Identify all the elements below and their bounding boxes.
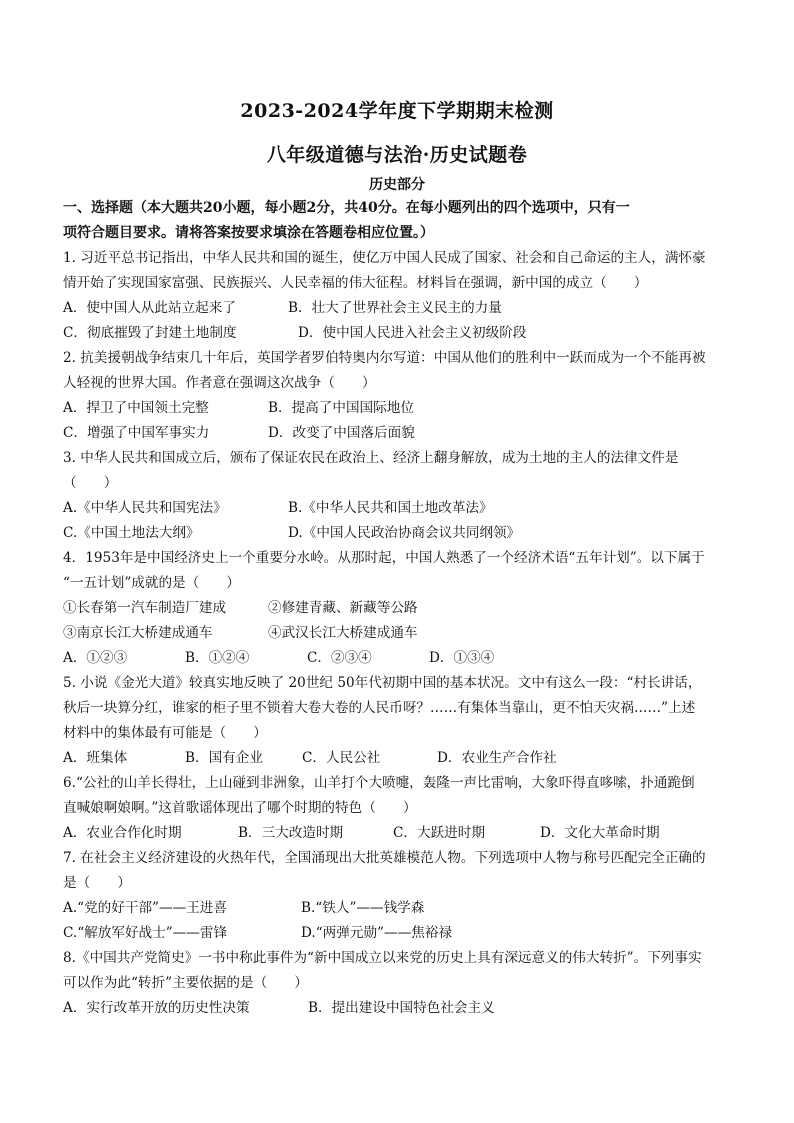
- option-a: A．农业合作化时期: [63, 825, 182, 841]
- question-8: [63, 946, 733, 1021]
- option-row: [63, 821, 733, 846]
- option-d: D．①③④: [429, 650, 495, 666]
- option-row: [63, 746, 733, 771]
- option-d: D．农业生产合作社: [437, 750, 557, 766]
- option-d: D.“两弹元勋”——焦裕禄: [301, 925, 452, 941]
- option-c: C．②③④: [307, 650, 372, 666]
- option-a: A．实行改革开放的历史性决策: [63, 1000, 250, 1016]
- exam-content: [63, 196, 733, 1021]
- option-row: [63, 496, 733, 521]
- option-d: D．使中国人民进入社会主义初级阶段: [298, 325, 527, 341]
- option-row: [63, 646, 733, 671]
- option-b: B．壮大了世界社会主义民主的力量: [288, 300, 502, 316]
- item-row: [63, 621, 733, 646]
- part-heading: 历史部分: [369, 177, 425, 193]
- option-d: D.《中国人民政治协商会议共同纲领》: [288, 525, 521, 541]
- item-1: ①长春第一汽车制造厂建成: [63, 600, 227, 616]
- question-stem-line: “一五计划”成就的是（ ）: [63, 575, 241, 591]
- question-7: [63, 846, 733, 946]
- question-stem-line: 秋后一块算分红，谁家的柜子里不锁着大卷大卷的人民币呀？……有集体当靠山，更不怕天灾祸……”上述: [63, 700, 696, 716]
- option-c: C.“解放军好战士”——雷锋: [63, 925, 228, 941]
- option-b: B．①②④: [185, 650, 250, 666]
- option-a: A．①②③: [63, 650, 128, 666]
- option-row: [63, 421, 733, 446]
- exam-subtitle: 八年级道德与法治·历史试题卷: [266, 144, 528, 166]
- option-row: [63, 896, 733, 921]
- item-2: ②修建青藏、新藏等公路: [268, 600, 418, 616]
- option-row: [63, 321, 733, 346]
- exam-title: 2023-2024学年度下学期期末检测: [240, 100, 554, 122]
- question-stem-line: 人轻视的世界大国。作者意在强调这次战争（ ）: [63, 375, 376, 391]
- option-a: A.《中华人民共和国宪法》: [63, 500, 227, 516]
- option-b: B．提高了中国国际地位: [268, 400, 414, 416]
- question-5: [63, 671, 733, 771]
- option-a: A．捍卫了中国领土完整: [63, 400, 209, 416]
- question-2: [63, 346, 733, 446]
- option-d: D．文化大革命时期: [540, 825, 660, 841]
- option-c: C．人民公社: [302, 750, 381, 766]
- option-c: C.《中国土地法大纲》: [63, 525, 200, 541]
- question-stem-line: 4．1953年是中国经济史上一个重要分水岭。从那时起，中国人熟悉了一个经济术语“五年计划”。以下属于: [63, 550, 705, 566]
- question-stem-line: 是（ ）: [63, 875, 131, 891]
- question-6: [63, 771, 733, 846]
- item-4: ④武汉长江大桥建成通车: [268, 625, 418, 641]
- option-row: [63, 921, 733, 946]
- option-a: A.“党的好干部”——王进喜: [63, 900, 227, 916]
- question-stem-line: 材料中的集体最有可能是（ ）: [63, 725, 267, 741]
- question-stem-line: 5. 小说《金光大道》较真实地反映了 20世纪 50年代初期中国的基本状况。文中有这么一段：“村长讲话，: [63, 675, 702, 691]
- question-stem-line: 3. 中华人民共和国成立后，颁布了保证农民在政治上、经济上翻身解放，成为土地的主人的法律文件是: [63, 450, 679, 466]
- question-3: [63, 446, 733, 546]
- question-stem-line: 可以作为此“转折”主要依据的是（ ）: [63, 975, 308, 991]
- option-b: B．提出建设中国特色社会主义: [308, 1000, 495, 1016]
- option-b: B．三大改造时期: [238, 825, 344, 841]
- question-stem-line: 情开始了实现国家富强、民族振兴、人民幸福的伟大征程。材料旨在强调，新中国的成立（ ）: [63, 275, 648, 291]
- question-stem-line: （ ）: [63, 475, 118, 491]
- question-1: [63, 246, 733, 346]
- question-stem-line: 1. 习近平总书记指出，中华人民共和国的诞生，使亿万中国人民成了国家、社会和自己命运的主人，满怀豪: [63, 250, 706, 266]
- option-row: [63, 396, 733, 421]
- question-stem-line: 6.“公社的山羊长得壮，上山碰到非洲象，山羊打个大喷嚏，轰隆一声比雷响，大象吓得直哆嗦，扑通跪倒: [63, 775, 695, 791]
- option-b: B.“铁人”——钱学森: [301, 900, 425, 916]
- option-a: A．使中国人从此站立起来了: [63, 300, 236, 316]
- question-stem-line: 2. 抗美援朝战争结束几十年后，英国学者罗伯特奥内尔写道：中国从他们的胜利中一跃而成为一个不能再被: [63, 350, 706, 366]
- option-b: B.《中华人民共和国土地改革法》: [288, 500, 493, 516]
- question-stem-line: 直喊娘啊娘啊。”这首歌谣体现出了哪个时期的特色（ ）: [63, 800, 417, 816]
- item-3: ③南京长江大桥建成通车: [63, 625, 213, 641]
- option-c: C．彻底摧毁了封建土地制度: [63, 325, 237, 341]
- option-a: A．班集体: [63, 750, 128, 766]
- option-b: B．国有企业: [185, 750, 263, 766]
- option-c: C．大跃进时期: [393, 825, 485, 841]
- option-row: [63, 996, 733, 1021]
- option-d: D．改变了中国落后面貌: [268, 425, 415, 441]
- question-4: [63, 546, 733, 671]
- section-heading-line2: 项符合题目要求。请将答案按要求填涂在答题卷相应位置。）: [63, 225, 434, 241]
- option-c: C．增强了中国军事实力: [63, 425, 210, 441]
- question-stem-line: 8.《中国共产党简史》一书中称此事件为“新中国成立以来党的历史上具有深远意义的伟大转折”。下列事实: [63, 950, 702, 966]
- option-row: [63, 296, 733, 321]
- section-heading-line1: 一、选择题（本大题共20小题，每小题2分，共40分。在每小题列出的四个选项中，只有一: [63, 200, 630, 216]
- option-row: [63, 521, 733, 546]
- item-row: [63, 596, 733, 621]
- question-stem-line: 7. 在社会主义经济建设的火热年代，全国涌现出大批英雄模范人物。下列选项中人物与称号匹配完全正确的: [63, 850, 706, 866]
